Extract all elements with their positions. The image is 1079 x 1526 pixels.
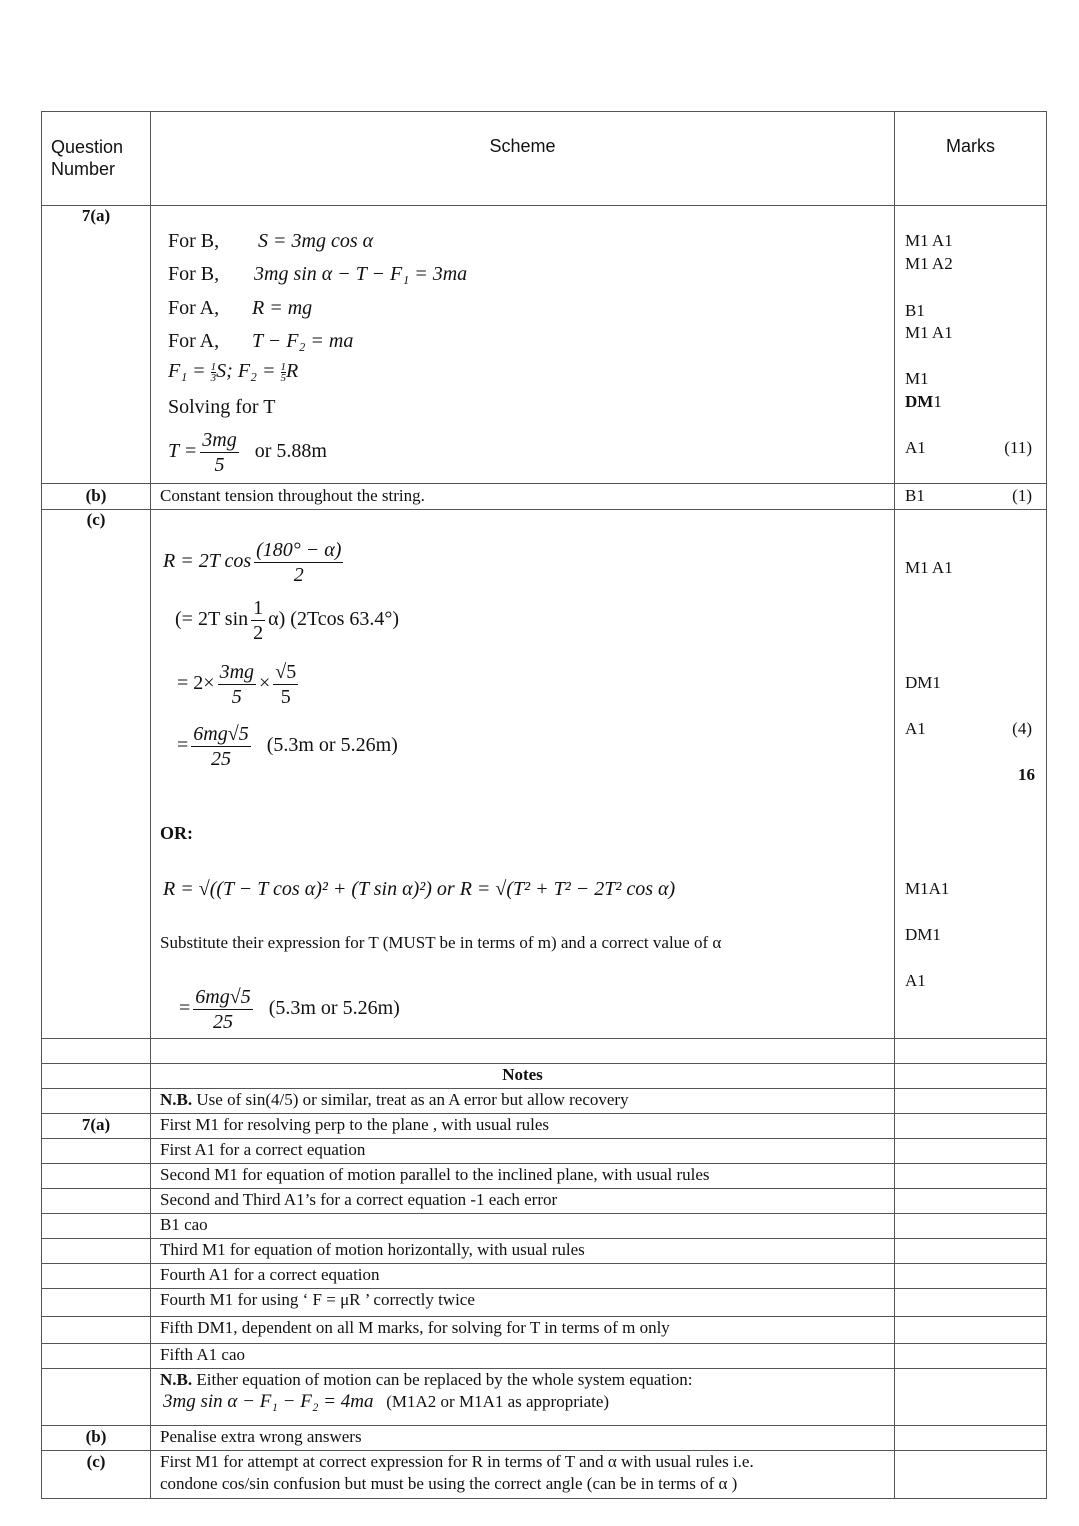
mark: A1 bbox=[905, 719, 926, 738]
note-row-system-equation bbox=[42, 1369, 1047, 1426]
note-row bbox=[42, 1317, 1047, 1344]
note-row bbox=[42, 1264, 1047, 1289]
friction-line: F₁ = $\frac{1}{3}$ S; F₂ = $\frac{1}{5}$ R bbox=[168, 360, 299, 384]
mark: M1 A1 bbox=[905, 323, 953, 342]
notes-header-row bbox=[42, 1064, 1047, 1089]
note-row bbox=[42, 1426, 1047, 1451]
eq-line bbox=[168, 263, 468, 286]
eq-lead: For B, bbox=[168, 263, 220, 285]
note-text: Fifth DM1, dependent on all M marks, for solving for T in terms of m only bbox=[151, 1317, 895, 1344]
question-label: 7(a) bbox=[42, 1114, 151, 1139]
question-label: (b) bbox=[42, 484, 151, 510]
row-7a bbox=[42, 206, 1047, 484]
mark: DM1 bbox=[905, 392, 942, 411]
header-row bbox=[42, 112, 1047, 206]
note-text: First M1 for attempt at correct expression for R in terms of T and α with usual rules i.e. condone cos/sin confusion but must be using the correct angle (can be in terms of α ) bbox=[151, 1451, 895, 1499]
eq-lead: For A, bbox=[168, 330, 220, 352]
row-7b bbox=[42, 484, 1047, 510]
header-question-number: Question Number bbox=[42, 112, 151, 206]
question-total: 16 bbox=[1018, 765, 1035, 784]
note-row bbox=[42, 1344, 1047, 1369]
header-scheme: Scheme bbox=[151, 112, 895, 206]
marks-7c bbox=[895, 510, 1047, 1039]
row-7c bbox=[42, 510, 1047, 1039]
notes-title: Notes bbox=[151, 1064, 895, 1089]
eq-lead: For B, bbox=[168, 230, 220, 252]
note-text: Fourth A1 for a correct equation bbox=[151, 1264, 895, 1289]
note-row bbox=[42, 1451, 1047, 1499]
question-label: (c) bbox=[42, 510, 151, 1039]
note-row bbox=[42, 1239, 1047, 1264]
eq-line bbox=[168, 297, 313, 320]
note-row bbox=[42, 1139, 1047, 1164]
note-row bbox=[42, 1089, 1047, 1114]
note-text: First A1 for a correct equation bbox=[151, 1139, 895, 1164]
marks-7a bbox=[895, 206, 1047, 484]
mark: M1A1 bbox=[905, 879, 950, 898]
equation: S = 3mg cos α bbox=[258, 230, 374, 252]
note-row bbox=[42, 1164, 1047, 1189]
mark: M1 A1 bbox=[905, 558, 953, 577]
scheme-text: Constant tension throughout the string. bbox=[151, 484, 895, 510]
mark: DM1 bbox=[905, 925, 941, 944]
note-text: N.B. Use of sin(4/5) or similar, treat as an A error but allow recovery bbox=[151, 1089, 895, 1114]
eq-line: = $\frac{6mg√5}{25}$ (5.3m or 5.26m) bbox=[177, 723, 398, 770]
note-text: Fourth M1 for using ‘ F = μR ’ correctly twice bbox=[151, 1289, 895, 1317]
solving-text: Solving for T bbox=[168, 396, 276, 418]
note-text: B1 cao bbox=[151, 1214, 895, 1239]
note-row bbox=[42, 1289, 1047, 1317]
mark: M1 A2 bbox=[905, 254, 953, 273]
part-total: (1) bbox=[1012, 486, 1032, 505]
mark: B1 bbox=[905, 301, 925, 320]
eq-line: (= 2T sin $\frac{1}{2}$ α) (2Tcos 63.4°) bbox=[175, 597, 400, 644]
note-text: Third M1 for equation of motion horizontally, with usual rules bbox=[151, 1239, 895, 1264]
mark: DM1 bbox=[905, 673, 941, 692]
eq-line: = $\frac{6mg√5}{25}$ (5.3m or 5.26m) bbox=[179, 986, 400, 1033]
eq-line bbox=[168, 230, 374, 253]
mark: B1 bbox=[905, 486, 925, 505]
eq-line: = 2× $\frac{3mg}{5}$ × $\frac{√5}{5}$ bbox=[177, 661, 297, 708]
instruction-text: Substitute their expression for T (MUST be in terms of m) and a correct value of α bbox=[160, 933, 722, 952]
or-label: OR: bbox=[160, 823, 193, 843]
question-label: (c) bbox=[42, 1451, 151, 1499]
eq-line bbox=[168, 330, 354, 353]
note-text: Second and Third A1’s for a correct equation -1 each error bbox=[151, 1189, 895, 1214]
scheme-7c bbox=[151, 510, 895, 1039]
mark: M1 bbox=[905, 369, 929, 388]
blank-row bbox=[42, 1039, 1047, 1064]
equation: T − F₂ = ma bbox=[252, 330, 354, 352]
equation: 3mg sin α − T − F₁ = 3ma bbox=[254, 263, 468, 285]
mark-scheme-table bbox=[41, 111, 1047, 1499]
note-text: N.B. Either equation of motion can be replaced by the whole system equation: 3mg sin α − F₁ − F₂ = 4ma (M1A2 or M1A1 as appropriate) bbox=[151, 1369, 895, 1426]
eq-line: R = √((T − T cos α)² + (T sin α)²) or R = √(T² + T² − 2T² cos α) bbox=[163, 878, 676, 900]
part-total: (4) bbox=[1012, 719, 1032, 738]
scheme-7a bbox=[151, 206, 895, 484]
note-row bbox=[42, 1214, 1047, 1239]
eq-line: R = 2T cos $\frac{(180^\circ - \alpha)}{2}$ bbox=[163, 539, 342, 586]
eq-lead: For A, bbox=[168, 297, 220, 319]
mark: A1 bbox=[905, 971, 926, 990]
note-text: Penalise extra wrong answers bbox=[151, 1426, 895, 1451]
note-text: Second M1 for equation of motion parallel to the inclined plane, with usual rules bbox=[151, 1164, 895, 1189]
equation: R = mg bbox=[252, 297, 313, 319]
mark: A1 bbox=[905, 438, 926, 457]
header-marks: Marks bbox=[895, 112, 1047, 206]
note-row bbox=[42, 1189, 1047, 1214]
note-text: First M1 for resolving perp to the plane , with usual rules bbox=[151, 1114, 895, 1139]
question-label: 7(a) bbox=[42, 206, 151, 484]
mark: M1 A1 bbox=[905, 231, 953, 250]
result-line: T = $\frac{3mg}{5}$ or 5.88m bbox=[168, 429, 327, 476]
note-text: Fifth A1 cao bbox=[151, 1344, 895, 1369]
question-label: (b) bbox=[42, 1426, 151, 1451]
note-row bbox=[42, 1114, 1047, 1139]
part-total: (11) bbox=[1004, 438, 1032, 457]
